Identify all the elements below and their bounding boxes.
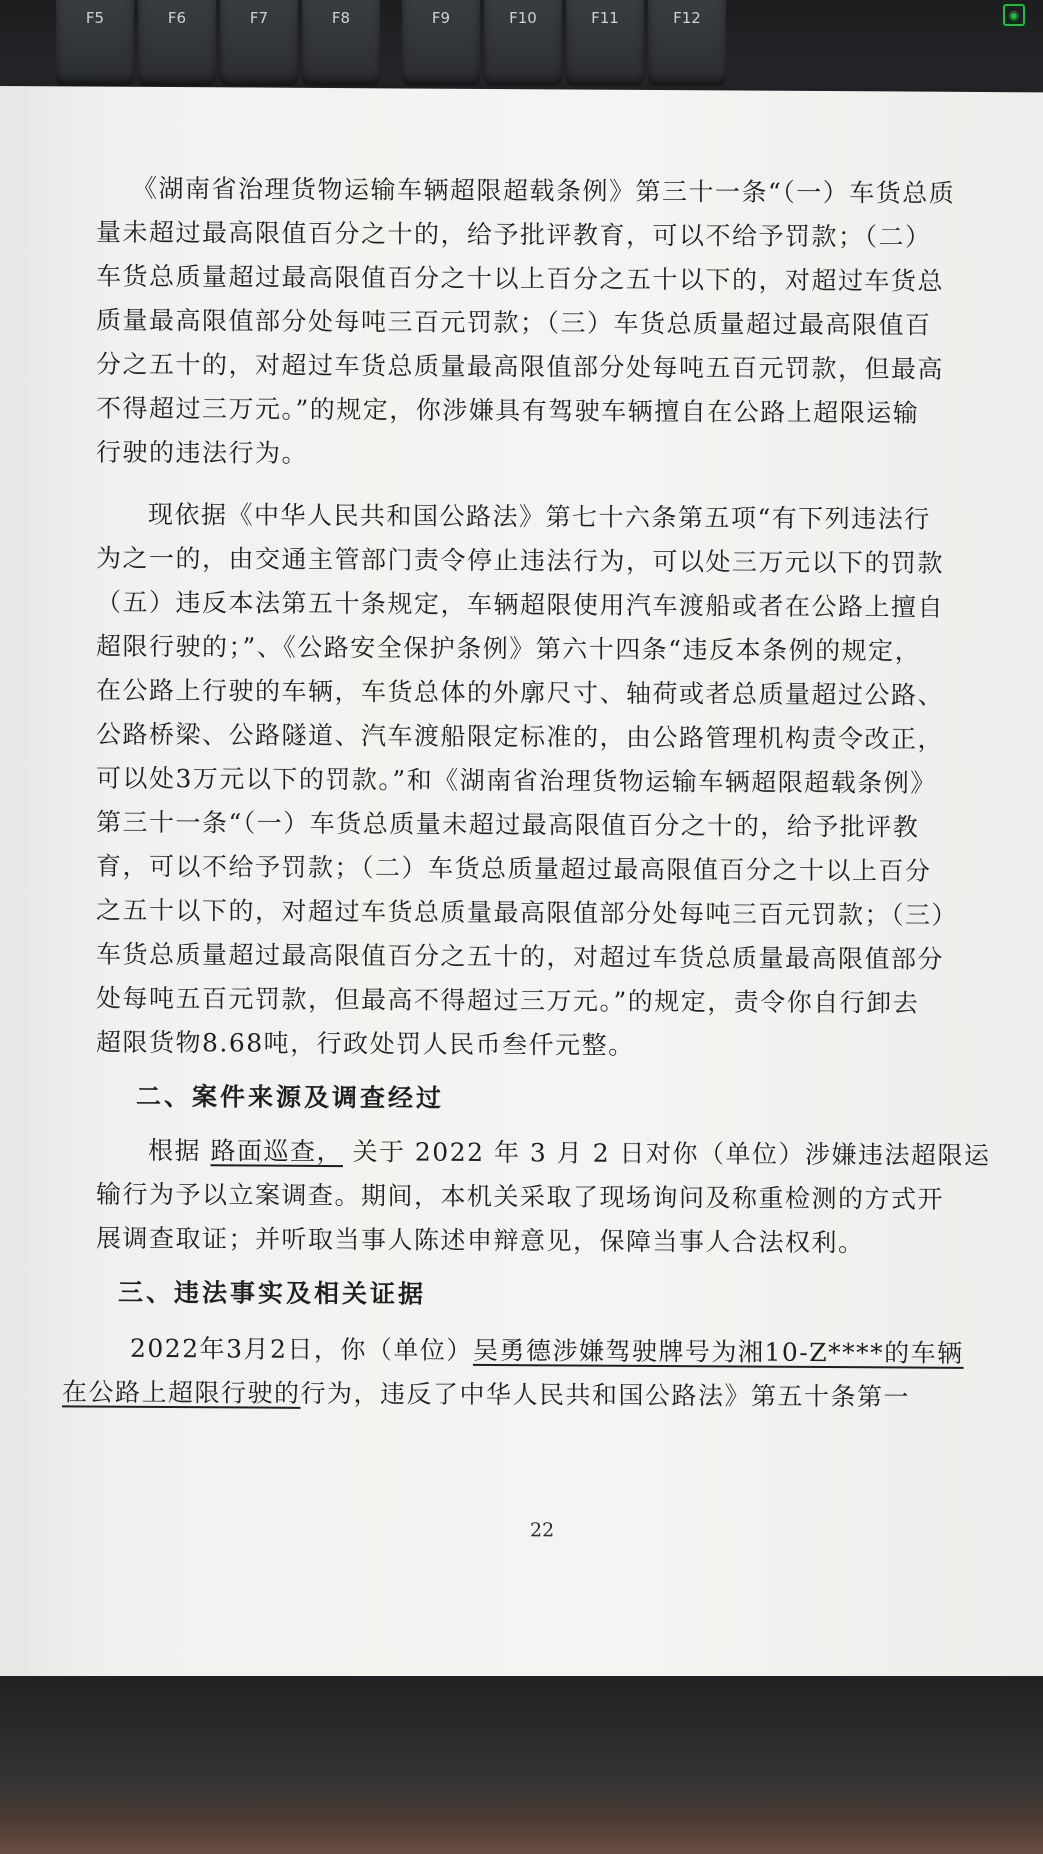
key-f5: F5: [56, 0, 134, 86]
doc-line: 展调查取证；并听取当事人陈述申辩意见，保障当事人合法权利。: [96, 1223, 865, 1258]
doc-line: [148, 1131, 991, 1172]
doc-line: 量未超过最高限值百分之十的，给予批评教育，可以不给予罚款；（二）: [96, 217, 932, 252]
doc-line: 公路桥梁、公路隧道、汽车渡船限定标准的，由公路管理机构责令改正，: [96, 719, 945, 754]
facts-underlined: 吴勇德涉嫌驾驶牌号为湘10-Z****的车辆: [472, 1335, 964, 1368]
doc-line: 输行为予以立案调查。期间，本机关采取了现场询问及称重检测的方式开: [96, 1179, 945, 1214]
doc-line: 不得超过三万元。”的规定，你涉嫌具有驾驶车辆擅自在公路上超限运输: [96, 393, 920, 428]
desk-background: [0, 1676, 1043, 1854]
key-f12: F12: [648, 0, 726, 86]
doc-line: 超限行驶的；”、《公路安全保护条例》第六十四条“违反本条例的规定，: [96, 631, 922, 666]
doc-line: 处每吨五百元罚款，但最高不得超过三万元。”的规定，责令你自行卸去: [96, 983, 920, 1018]
case-source-underlined: 路面巡查，: [210, 1136, 343, 1167]
section-heading-facts: 三、违法事实及相关证据: [118, 1277, 427, 1309]
doc-line: [130, 1329, 964, 1370]
doc-line: 现依据《中华人民共和国公路法》第七十六条第五项“有下列违法行: [148, 499, 931, 534]
key-f6: F6: [138, 0, 216, 86]
doc-line: 可以处3万元以下的罚款。”和《湖南省治理货物运输车辆超限超载条例》: [96, 763, 937, 798]
document-body: [62, 169, 991, 1412]
text-prefix: 根据: [148, 1135, 202, 1166]
doc-line: 之五十以下的，对超过车货总质量最高限值部分处每吨三百元罚款；（三）: [96, 895, 959, 930]
doc-line: 行驶的违法行为。: [96, 437, 309, 468]
document-page: [0, 86, 1043, 1682]
text-rest: 行为，违反了中华人民共和国公路法》第五十条第一: [300, 1378, 911, 1412]
key-f10: F10: [484, 0, 562, 86]
doc-line: 第三十一条“（一）车货总质量未超过最高限值百分之十的，给予批评教: [96, 807, 920, 842]
keyboard: [0, 0, 1043, 100]
doc-line: 在公路上行驶的车辆，车货总体的外廓尺寸、轴荷或者总质量超过公路、: [96, 675, 945, 710]
key-f7: F7: [220, 0, 298, 86]
doc-line: （五）违反本法第五十条规定，车辆超限使用汽车渡船或者在公路上擅自: [96, 587, 945, 622]
doc-line: 车货总质量超过最高限值百分之五十的，对超过车货总质量最高限值部分: [96, 939, 945, 974]
lock-indicator-icon: ◉: [1003, 4, 1025, 26]
text-prefix: 2022年3月2日，你（单位）: [130, 1333, 473, 1365]
doc-line: 超限货物8.68吨，行政处罚人民币叁仟元整。: [96, 1027, 635, 1060]
doc-line: 《湖南省治理货物运输车辆超限超载条例》第三十一条“（一）车货总质: [132, 173, 956, 208]
doc-line: 为之一的，由交通主管部门责令停止违法行为，可以处三万元以下的罚款: [96, 543, 945, 578]
doc-line: 分之五十的，对超过车货总质量最高限值部分处每吨五百元罚款，但最高: [96, 349, 945, 384]
page-number: 22: [530, 1519, 555, 1542]
doc-line: 车货总质量超过最高限值百分之十以上百分之五十以下的，对超过车货总: [96, 261, 945, 296]
key-f8: F8: [302, 0, 380, 86]
facts-underlined: 在公路上超限行驶的: [62, 1377, 301, 1408]
key-f9: F9: [402, 0, 480, 86]
text-rest: 关于 2022 年 3 月 2 日对你（单位）涉嫌违法超限运: [352, 1137, 991, 1171]
section-heading-case-source: 二、案件来源及调查经过: [136, 1081, 445, 1113]
doc-line: 育，可以不给予罚款；（二）车货总质量超过最高限值百分之十以上百分: [96, 851, 932, 886]
key-f11: F11: [566, 0, 644, 86]
doc-line: [62, 1372, 910, 1413]
doc-line: 质量最高限值部分处每吨三百元罚款；（三）车货总质量超过最高限值百: [96, 305, 932, 340]
